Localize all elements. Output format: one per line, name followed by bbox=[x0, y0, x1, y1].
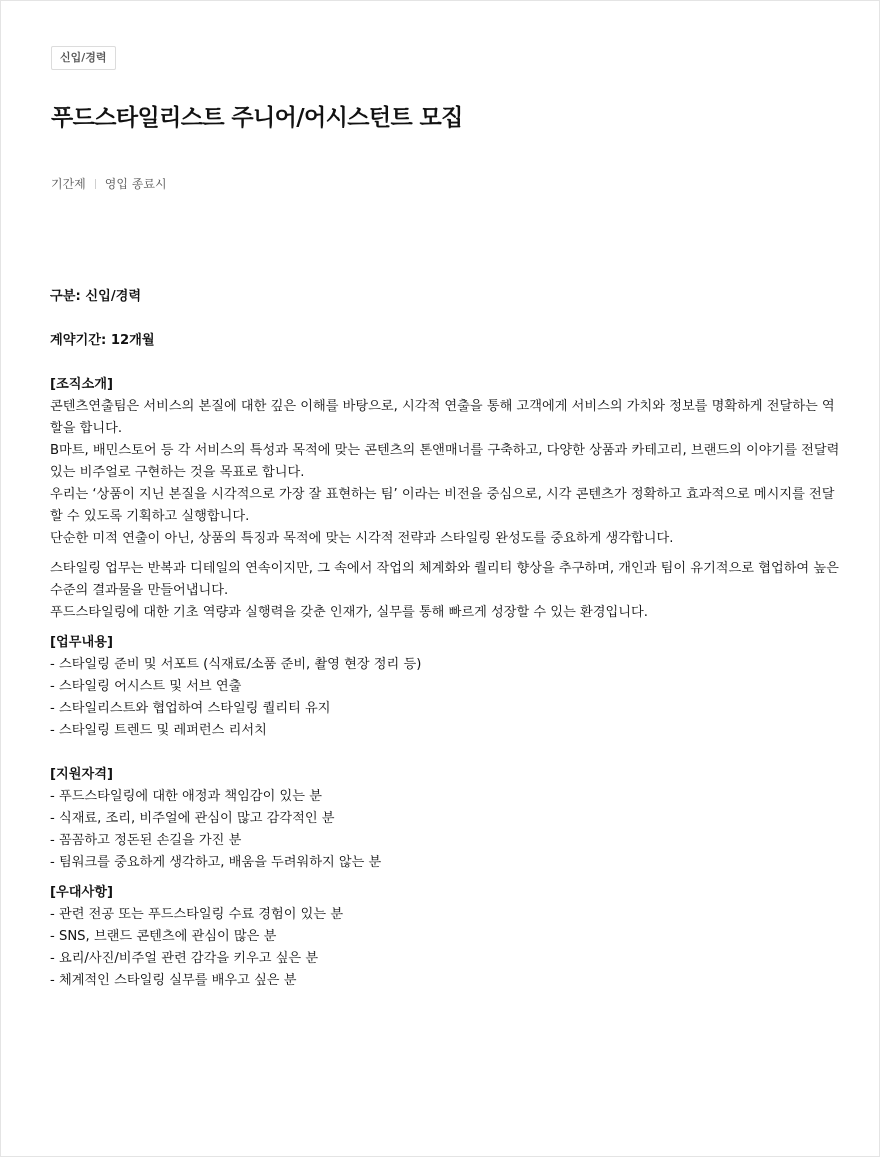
category-line: 구분: 신입/경력 bbox=[50, 289, 142, 304]
contract-period-line: 계약기간: 12개월 bbox=[50, 333, 155, 348]
qualification-item: - 꼼꼼하고 정돈된 손길을 가진 분 bbox=[50, 833, 242, 848]
duty-item: - 스타일링 어시스트 및 서브 연출 bbox=[50, 679, 242, 694]
job-description bbox=[50, 286, 840, 992]
org-intro-paragraph: 콘텐츠연출팀은 서비스의 본질에 대한 깊은 이해를 바탕으로, 시각적 연출을 통해 고객에게 서비스의 가치와 정보를 명확하게 전달하는 역할을 합니다. bbox=[50, 399, 835, 436]
duty-item: - 스타일링 트렌드 및 레퍼런스 리서치 bbox=[50, 723, 267, 738]
org-intro-heading: [조직소개] bbox=[50, 377, 114, 392]
org-intro-paragraph: 스타일링 업무는 반복과 디테일의 연속이지만, 그 속에서 작업의 체계화와 퀄리티 향상을 추구하며, 개인과 팀이 유기적으로 협업하여 높은 수준의 결과물을 만들어냅니다. bbox=[50, 561, 839, 598]
qualification-item: - 푸드스타일링에 대한 애정과 책임감이 있는 분 bbox=[50, 789, 322, 804]
job-meta bbox=[51, 175, 167, 193]
org-intro-paragraph: 푸드스타일링에 대한 기초 역량과 실행력을 갖춘 인재가, 실무를 통해 빠르게 성장할 수 있는 환경입니다. bbox=[50, 605, 648, 620]
qualification-item: - 식재료, 조리, 비주얼에 관심이 많고 감각적인 분 bbox=[50, 811, 335, 826]
preferred-item: - 관련 전공 또는 푸드스타일링 수료 경험이 있는 분 bbox=[50, 907, 344, 922]
org-intro-paragraph: B마트, 배민스토어 등 각 서비스의 특성과 목적에 맞는 콘텐츠의 톤앤매너를 구축하고, 다양한 상품과 카테고리, 브랜드의 이야기를 전달력 있는 비주얼로 구현하는 것을 목표로 합니다. bbox=[50, 443, 840, 480]
qualification-item: - 팀워크를 중요하게 생각하고, 배움을 두려워하지 않는 분 bbox=[50, 855, 382, 870]
application-deadline: 영입 종료시 bbox=[104, 177, 167, 191]
preferred-item: - 체계적인 스타일링 실무를 배우고 싶은 분 bbox=[50, 973, 297, 988]
employment-type: 기간제 bbox=[51, 177, 86, 191]
meta-divider bbox=[95, 179, 96, 189]
career-type-badge: 신입/경력 bbox=[51, 46, 116, 70]
duties-heading: [업무내용] bbox=[50, 635, 114, 650]
qualifications-heading: [지원자격] bbox=[50, 767, 114, 782]
page-title: 푸드스타일리스트 주니어/어시스턴트 모집 bbox=[51, 105, 463, 131]
duty-item: - 스타일링 준비 및 서포트 (식재료/소품 준비, 촬영 현장 정리 등) bbox=[50, 657, 422, 672]
duty-item: - 스타일리스트와 협업하여 스타일링 퀄리티 유지 bbox=[50, 701, 331, 716]
preferred-heading: [우대사항] bbox=[50, 885, 114, 900]
org-intro-paragraph: 우리는 ‘상품이 지닌 본질을 시각적으로 가장 잘 표현하는 팀’ 이라는 비전을 중심으로, 시각 콘텐츠가 정확하고 효과적으로 메시지를 전달할 수 있도록 기획하고 실행합니다. bbox=[50, 487, 835, 524]
preferred-item: - 요리/사진/비주얼 관련 감각을 키우고 싶은 분 bbox=[50, 951, 319, 966]
preferred-item: - SNS, 브랜드 콘텐츠에 관심이 많은 분 bbox=[50, 929, 277, 944]
org-intro-paragraph: 단순한 미적 연출이 아닌, 상품의 특징과 목적에 맞는 시각적 전략과 스타일링 완성도를 중요하게 생각합니다. bbox=[50, 531, 674, 546]
